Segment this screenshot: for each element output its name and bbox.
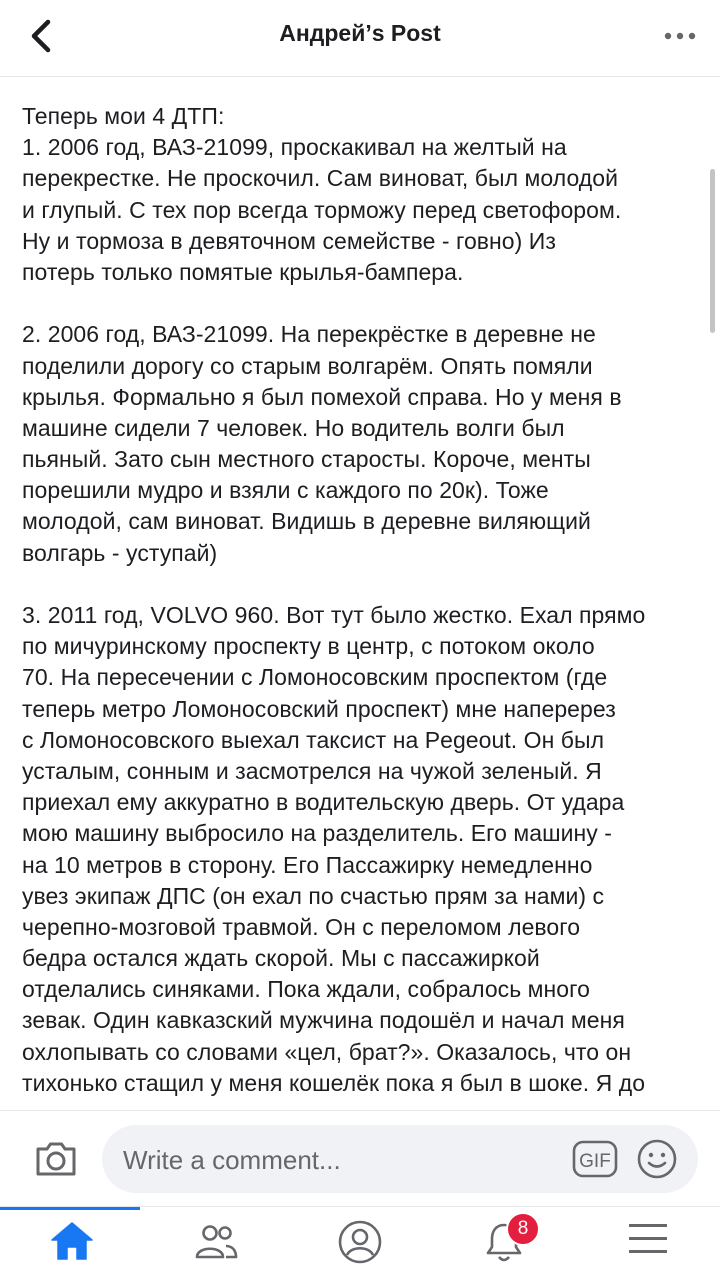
post-text-line: потерь только помятые крылья-бампера.	[22, 258, 464, 285]
paragraph-gap	[22, 288, 704, 319]
nav-menu[interactable]	[576, 1207, 720, 1281]
notifications-badge: 8	[506, 1212, 540, 1246]
more-horizontal-icon	[662, 24, 698, 48]
post-text-line: машине сидели 7 человек. Но водитель волги был	[22, 414, 565, 441]
home-icon	[49, 1219, 95, 1263]
post-text-line: теперь метро Ломоносовский проспект) мне наперерез	[22, 695, 616, 722]
post-text-line: крылья. Формально я был помехой справа. Но у меня в	[22, 383, 622, 410]
post-text-line: с Ломоносовского выехал таксист на Pegeout. Он был	[22, 726, 605, 753]
post-text-line: по мичуринскому проспекту в центр, с потоком около	[22, 633, 595, 660]
post-text-line: Ну и тормоза в девяточном семействе - говно) Из	[22, 227, 556, 254]
gif-icon	[572, 1139, 618, 1179]
post-text-line: увез экипаж ДПС (он ехал по счастью прям за нами) с	[22, 882, 605, 909]
post-text-line: волгарь - уступай)	[22, 539, 218, 566]
paragraph-gap	[22, 569, 704, 600]
emoji-icon	[636, 1138, 678, 1180]
post-text-line: 3. 2011 год, VOLVO 960. Вот тут было жестко. Ехал прямо	[22, 602, 646, 628]
post-text-line: зевак. Один кавказский мужчина подошёл и начал меня	[22, 1007, 625, 1034]
svg-text:GIF: GIF	[579, 1151, 611, 1172]
post-text-line: усталым, сонным и засмотрелся на чужой зеленый. Я	[22, 757, 602, 784]
gif-button[interactable]	[572, 1139, 618, 1179]
post-text-line: поделили дорогу со старым волгарём. Опять помяли	[22, 352, 593, 379]
more-options-button[interactable]	[662, 24, 698, 48]
post-content[interactable]	[0, 77, 720, 1110]
post-text-line: тихонько стащил у меня кошелёк пока я был в шоке. Я до	[22, 1069, 646, 1096]
emoji-button[interactable]	[636, 1138, 678, 1180]
post-text-line: черепно-мозговой травмой. Он с переломом левого	[22, 913, 581, 940]
bottom-nav	[0, 1206, 720, 1281]
post-text-line: охлопывать со словами «цел, брат?». Оказалось, что он	[22, 1038, 632, 1065]
camera-button[interactable]	[32, 1134, 80, 1182]
post-text-line: молодой, сам виноват. Видишь в деревне виляющий	[22, 508, 591, 535]
post-text-line: 1. 2006 год, ВАЗ-21099, проскакивал на желтый на	[22, 134, 567, 161]
page-title: Андрей’s Post	[279, 20, 441, 46]
nav-home[interactable]	[0, 1207, 144, 1281]
post-text-line: 2. 2006 год, ВАЗ-21099. На перекрёстке в деревне не	[22, 321, 596, 348]
post-text-line: пьяный. Зато сын местного старосты. Короче, менты	[22, 446, 591, 473]
profile-icon	[337, 1219, 383, 1265]
post-text-line: и глупый. С тех пор всегда торможу перед светофором.	[22, 196, 622, 223]
post-text-line: Теперь мои 4 ДТП:	[22, 103, 225, 129]
nav-notifications[interactable]	[432, 1207, 576, 1281]
post-text-line: отделались синяками. Пока ждали, собралось много	[22, 976, 590, 1003]
menu-icon	[627, 1219, 669, 1259]
comment-field[interactable]	[102, 1125, 698, 1193]
nav-profile[interactable]	[288, 1207, 432, 1281]
post-text-line: приехал ему аккуратно в водительскую дверь. От удара	[22, 789, 625, 816]
post-text-line: порешили мудро и взяли с каждого по 20к). Тоже	[22, 477, 549, 504]
nav-friends[interactable]	[144, 1207, 288, 1281]
post-text-line: на 10 метров в сторону. Его Пассажирку немедленно	[22, 851, 593, 878]
post-text-line: бедра остался ждать скорой. Мы с пассажиркой	[22, 945, 540, 972]
post-text-line: перекрестке. Не проскочил. Сам виноват, был молодой	[22, 165, 618, 192]
comment-input[interactable]	[102, 1125, 585, 1195]
post-text-line: мою машину выбросило на разделитель. Его машину -	[22, 820, 612, 847]
friends-icon	[192, 1219, 240, 1263]
post-text	[22, 101, 704, 1099]
post-text-line: 70. На пересечении с Ломоносовским проспектом (где	[22, 664, 608, 691]
post-header	[0, 0, 720, 77]
comment-bar	[0, 1110, 720, 1207]
scrollbar-thumb[interactable]	[710, 169, 715, 333]
camera-icon	[32, 1134, 80, 1182]
